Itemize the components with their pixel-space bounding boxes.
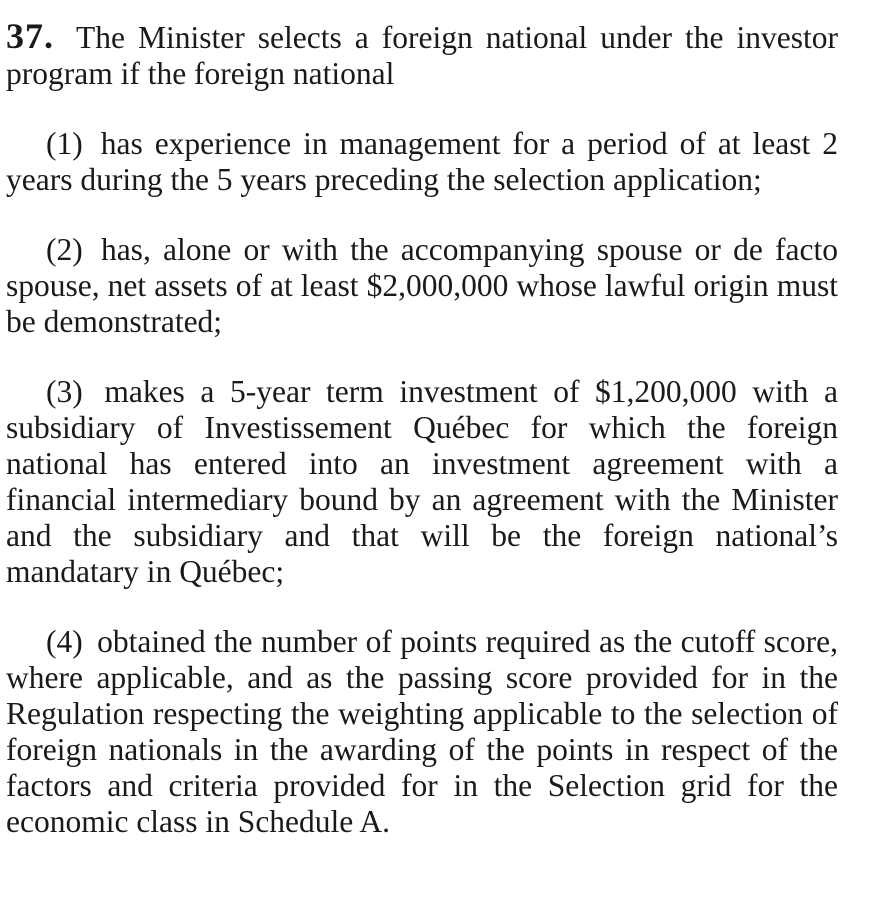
paragraph-number: (3) [46, 374, 83, 409]
paragraph-3 [6, 340, 838, 590]
paragraph-2 [6, 198, 838, 340]
paragraph-text: makes a 5-year term investment of $1,200,000 with a subsidiary of Investissement Québec for which the foreign national has entered into an investment agreement with a financial intermediary bound by an agreement with the Minister and the subsidiary and that will be the foreign national’s mandatary in Québec; [6, 374, 838, 589]
paragraph-number: (4) [46, 624, 83, 659]
document-page [6, 18, 838, 840]
section-number: 37. [6, 16, 54, 56]
paragraph-text: has, alone or with the accompanying spouse or de facto spouse, net assets of at least $2,000,000 whose lawful origin must be demonstrated; [6, 232, 839, 339]
paragraph-number: (1) [46, 126, 83, 161]
paragraph-text: obtained the number of points required as the cutoff score, where applicable, and as the passing score provided for in the Regulation respecting the weighting applicable to the selection of foreign nationals in the awarding of the points in respect of the factors and criteria provided for in the Selection grid for the economic class in Schedule A. [6, 624, 838, 839]
paragraph-4 [6, 590, 838, 840]
paragraph-number: (2) [46, 232, 83, 267]
section-intro: The Minister selects a foreign national under the investor program if the foreign national [6, 20, 838, 91]
section-37 [6, 18, 838, 92]
paragraph-text: has experience in management for a period of at least 2 years during the 5 years preceding the selection application; [6, 126, 838, 197]
paragraph-1 [6, 92, 838, 198]
